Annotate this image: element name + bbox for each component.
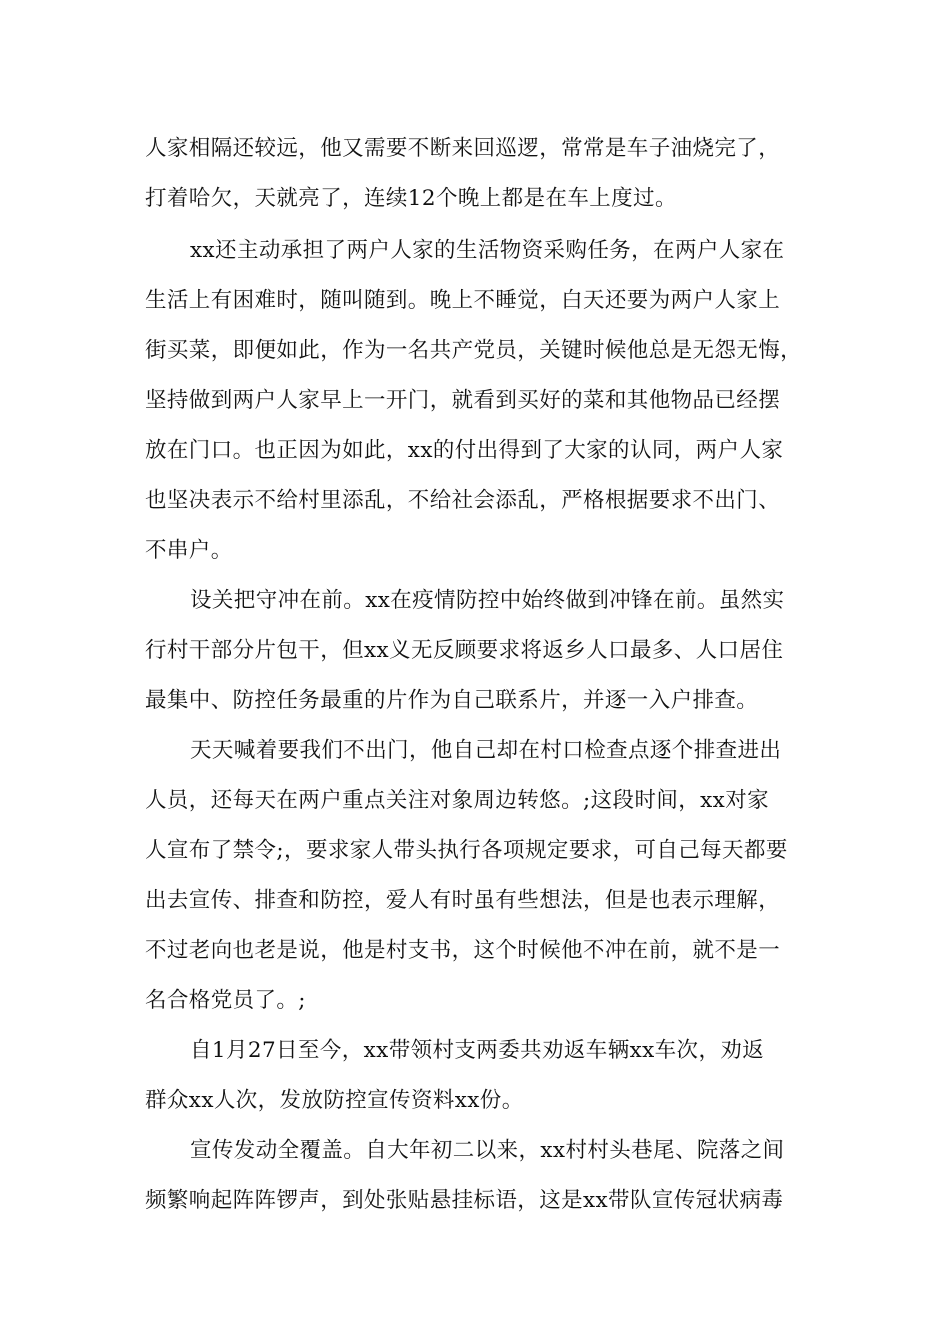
text-line: 频繁响起阵阵锣声，到处张贴悬挂标语，这是xx带队宣传冠状病毒 xyxy=(145,1188,784,1213)
text-line: 街买菜，即便如此，作为一名共产党员，关键时候他总是无怨无悔， xyxy=(145,338,803,363)
text-line: 也坚决表示不给村里添乱，不给社会添乱，严格根据要求不出门、 xyxy=(145,488,781,513)
text-line: 最集中、防控任务最重的片作为自己联系片，并逐一入户排查。 xyxy=(145,688,759,713)
text-line: 不串户。 xyxy=(145,538,233,563)
paragraph-first-line: 天天喊着要我们不出门，他自己却在村口检查点逐个排查进出 xyxy=(190,738,782,763)
paragraph-first-line: 宣传发动全覆盖。自大年初二以来，xx村村头巷尾、院落之间 xyxy=(190,1138,785,1163)
text-line: 生活上有困难时，随叫随到。晚上不睡觉，白天还要为两户人家上 xyxy=(145,288,781,313)
text-line: 放在门口。也正因为如此，xx的付出得到了大家的认同，两户人家 xyxy=(145,438,784,463)
text-line: 人员，还每天在两户重点关注对象周边转悠。;这段时间，xx对家 xyxy=(145,788,769,813)
text-line: 名合格党员了。; xyxy=(145,988,306,1013)
text-line: 人宣布了禁令;，要求家人带头执行各项规定要求，可自己每天都要 xyxy=(145,838,788,863)
text-line: 出去宣传、排查和防控，爱人有时虽有些想法，但是也表示理解， xyxy=(145,888,781,913)
paragraph-first-line: xx还主动承担了两户人家的生活物资采购任务，在两户人家在 xyxy=(190,238,785,263)
text-line: 坚持做到两户人家早上一开门，就看到买好的菜和其他物品已经摆 xyxy=(145,388,781,413)
text-line: 群众xx人次，发放防控宣传资料xx份。 xyxy=(145,1088,524,1113)
paragraph-first-line: 自1月27日至今，xx带领村支两委共劝返车辆xx车次，劝返 xyxy=(190,1038,765,1063)
text-line: 人家相隔还较远，他又需要不断来回巡逻，常常是车子油烧完了， xyxy=(145,136,781,161)
paragraph-first-line: 设关把守冲在前。xx在疫情防控中始终做到冲锋在前。虽然实 xyxy=(190,588,785,613)
text-line: 行村干部分片包干，但xx义无反顾要求将返乡人口最多、人口居住 xyxy=(145,638,784,663)
text-line: 不过老向也老是说，他是村支书，这个时候他不冲在前，就不是一 xyxy=(145,938,781,963)
text-line: 打着哈欠，天就亮了，连续12个晚上都是在车上度过。 xyxy=(145,186,677,211)
